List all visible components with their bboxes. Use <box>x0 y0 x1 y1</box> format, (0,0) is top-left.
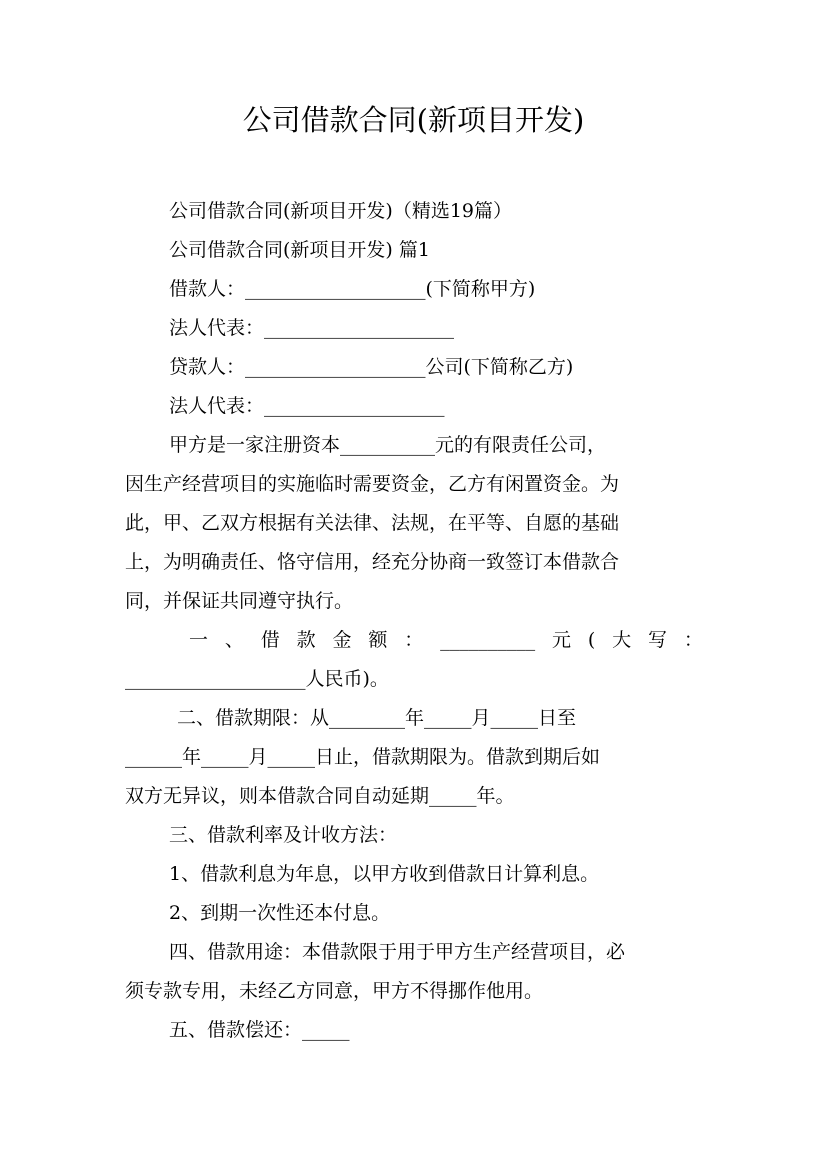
clause-two-line: ______年_____月_____日止，借款期限为。借款到期后如 <box>125 746 601 768</box>
justified-glyph: ( <box>587 629 596 651</box>
clause-two-line: 二、借款期限：从________年_____月_____日至 <box>177 707 577 729</box>
paragraph-line: 上，为明确责任、恪守信用，经充分协商一致签订本借款合 <box>125 551 620 573</box>
clause-two-line: 双方无异议，则本借款合同自动延期_____年。 <box>125 785 515 807</box>
paragraph-line: 此，甲、乙双方根据有关法律、法规，在平等、自愿的基础 <box>125 512 620 534</box>
justified-glyph: 额 <box>368 629 388 651</box>
clause-three-heading: 三、借款利率及计收方法： <box>169 824 398 846</box>
justified-glyph: 、 <box>224 629 244 651</box>
document-title: 公司借款合同(新项目开发) <box>242 103 585 137</box>
paragraph-line: 同，并保证共同遵守执行。 <box>125 590 354 612</box>
justified-glyph: ： <box>404 629 424 651</box>
paragraph-line: 因生产经营项目的实施临时需要资金，乙方有闲置资金。为 <box>125 473 620 495</box>
justified-glyph: 借 <box>260 629 280 651</box>
lender-line: 贷款人：___________________公司(下简称乙方) <box>169 356 574 378</box>
justified-glyph: 金 <box>332 629 352 651</box>
justified-glyph: ： <box>683 629 703 651</box>
document-body <box>125 192 703 1050</box>
clause-one-line: ___________________人民币)。 <box>125 668 389 690</box>
section-heading: 公司借款合同(新项目开发) 篇1 <box>169 239 430 261</box>
borrower-representative-line: 法人代表：____________________ <box>169 317 455 339</box>
justified-glyph: __________ <box>440 629 536 651</box>
subtitle-line: 公司借款合同(新项目开发)（精选19篇） <box>169 200 513 222</box>
justified-glyph: 一 <box>189 629 209 651</box>
borrower-line: 借款人：___________________(下简称甲方) <box>169 278 536 300</box>
paragraph-line: 甲方是一家注册资本__________元的有限责任公司， <box>169 434 607 456</box>
justified-glyph: 元 <box>551 629 571 651</box>
justified-glyph: 款 <box>296 629 316 651</box>
justified-glyph: 大 <box>612 629 632 651</box>
clause-four-line: 四、借款用途：本借款限于用于甲方生产经营项目，必 <box>169 941 626 963</box>
clause-three-item: 1、借款利息为年息，以甲方收到借款日计算利息。 <box>169 863 600 885</box>
clause-three-item: 2、到期一次性还本付息。 <box>169 902 391 924</box>
clause-four-line: 须专款专用，未经乙方同意，甲方不得挪作他用。 <box>125 980 544 1002</box>
clause-one-line <box>125 621 703 660</box>
justified-glyph: 写 <box>648 629 668 651</box>
clause-five-line: 五、借款偿还：_____ <box>169 1019 350 1041</box>
lender-representative-line: 法人代表：___________________ <box>169 395 445 417</box>
